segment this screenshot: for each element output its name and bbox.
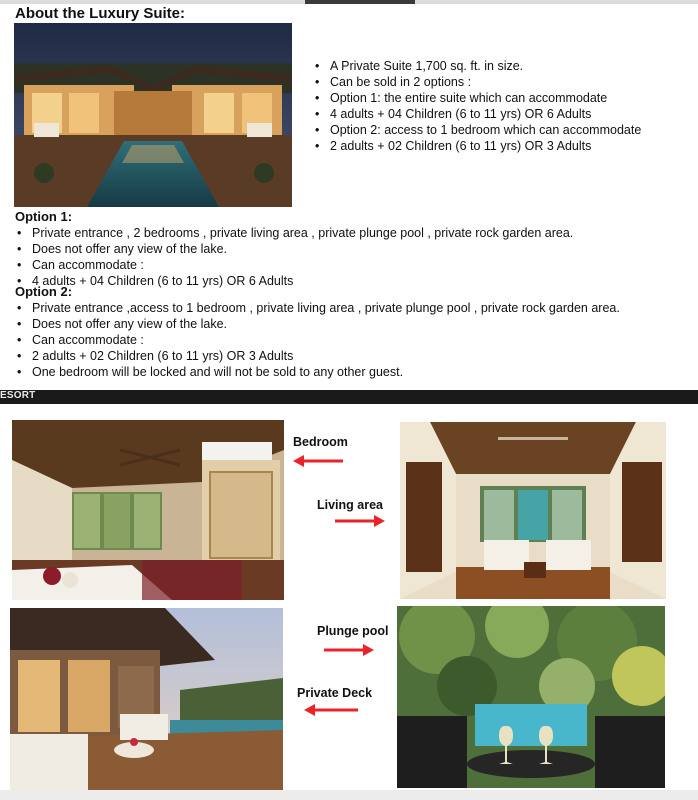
private-deck-arrow	[304, 703, 360, 717]
option2-item: • 2 adults + 02 Children (6 to 11 yrs) OR 3 Adults	[15, 348, 685, 364]
option2-heading: Option 2:	[15, 284, 73, 299]
summary-item: • A Private Suite 1,700 sq. ft. in size.	[313, 58, 693, 74]
bottom-strip	[0, 790, 698, 800]
option2-item: • Can accommodate :	[15, 332, 685, 348]
divider-text: ESORT	[0, 390, 36, 401]
summary-item-continuation: • 2 adults + 02 Children (6 to 11 yrs) OR 3 Adults	[313, 138, 693, 154]
top-strip	[0, 0, 698, 4]
summary-item-continuation: • 4 adults + 04 Children (6 to 11 yrs) OR 6 Adults	[313, 106, 693, 122]
option1-heading: Option 1:	[15, 209, 73, 224]
living-area-label: Living area	[317, 498, 383, 512]
plunge-pool-arrow	[322, 643, 374, 657]
summary-item: • Can be sold in 2 options :	[313, 74, 693, 90]
top-strip-tab	[305, 0, 415, 4]
option2-item: • Private entrance ,access to 1 bedroom , private living area , private plunge pool , private rock garden area.	[15, 300, 685, 316]
private-deck-label: Private Deck	[297, 686, 373, 700]
option1-item: • Does not offer any view of the lake.	[15, 241, 685, 257]
summary-item: • Option 2: access to 1 bedroom which can accommodate	[313, 122, 693, 138]
bedroom-label: Bedroom	[293, 435, 348, 449]
section-title: About the Luxury Suite:	[15, 5, 185, 22]
living-area-arrow	[333, 514, 385, 528]
option2-list	[15, 300, 685, 380]
option2-item: • One bedroom will be locked and will not be sold to any other guest.	[15, 364, 685, 380]
summary-list	[313, 58, 693, 154]
option1-item: • 4 adults + 04 Children (6 to 11 yrs) OR 6 Adults	[15, 273, 685, 289]
page-divider	[0, 390, 698, 404]
bedroom-arrow	[293, 454, 345, 468]
option2-item: • Does not offer any view of the lake.	[15, 316, 685, 332]
option1-item: • Private entrance , 2 bedrooms , private living area , private plunge pool , private rock garden area.	[15, 225, 685, 241]
option1-list	[15, 225, 685, 289]
option1-item: • Can accommodate :	[15, 257, 685, 273]
suite-exterior-photo	[14, 23, 292, 207]
summary-item: • Option 1: the entire suite which can accommodate	[313, 90, 693, 106]
private-deck-photo	[10, 608, 283, 790]
bedroom-photo	[12, 420, 284, 600]
plunge-pool-label: Plunge pool	[317, 624, 389, 638]
plunge-pool-photo	[397, 606, 665, 788]
living-area-photo	[400, 422, 666, 599]
